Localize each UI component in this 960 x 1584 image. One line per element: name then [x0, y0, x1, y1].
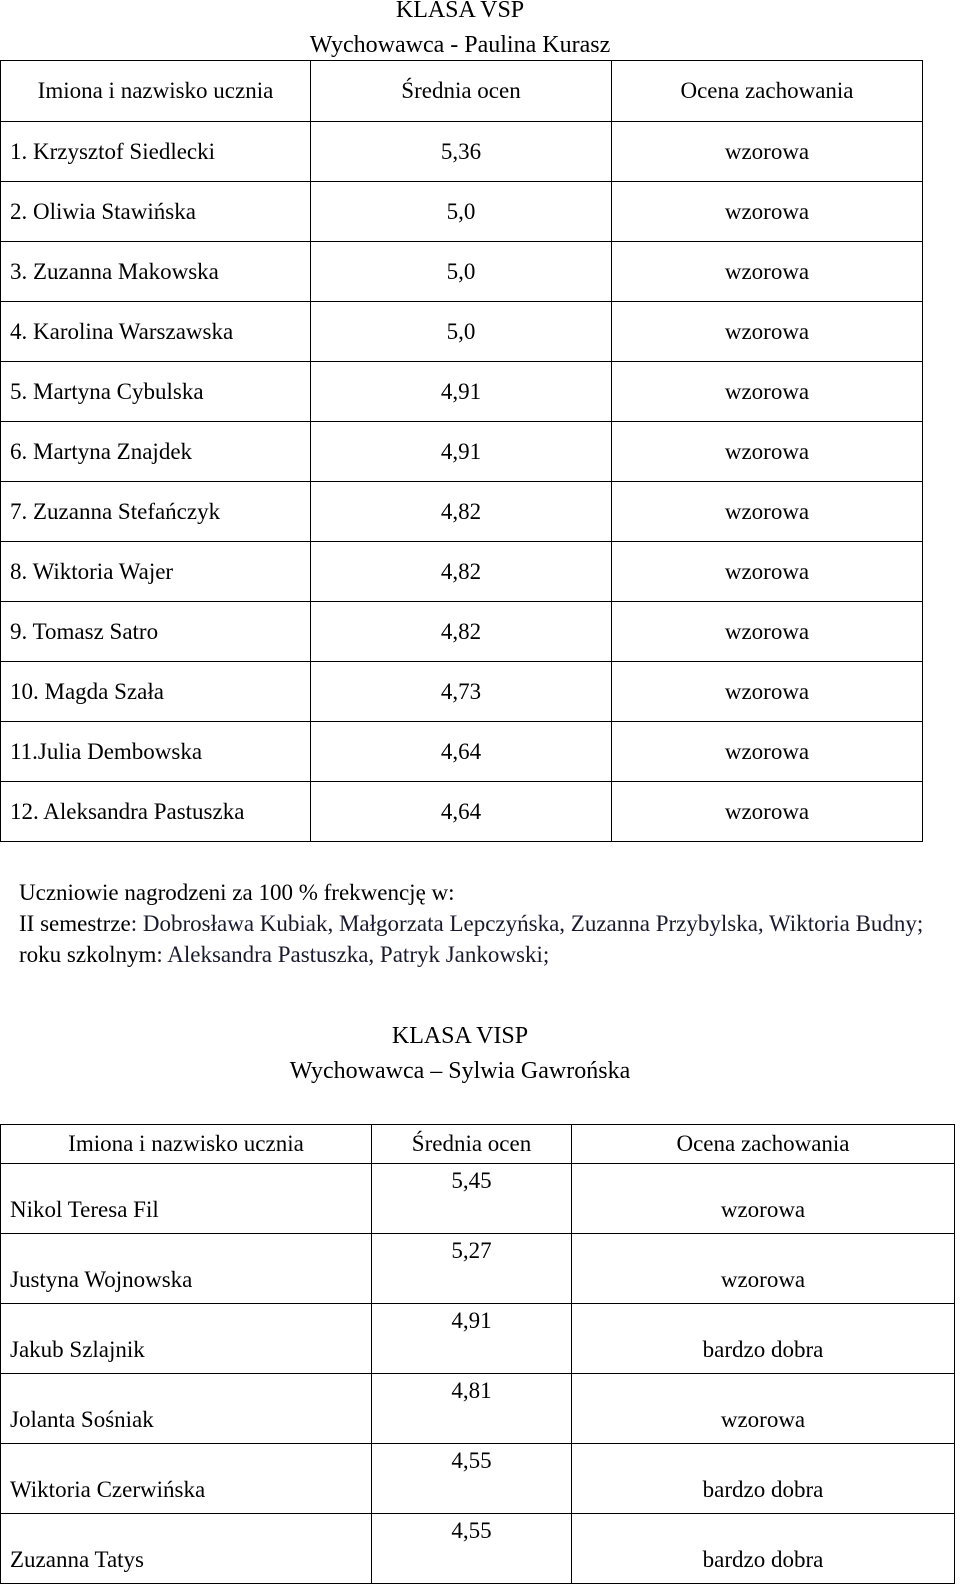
grade-average: 5,0	[311, 302, 612, 362]
year-label: roku szkolnym	[19, 942, 157, 967]
grade-average: 4,91	[311, 422, 612, 482]
header-behavior: Ocena zachowania	[572, 1125, 955, 1164]
table-row	[1, 122, 923, 182]
behavior-grade: bardzo dobra	[572, 1514, 955, 1584]
table-header-row	[1, 1125, 955, 1164]
table-row	[1, 1514, 955, 1584]
grade-average: 5,36	[311, 122, 612, 182]
behavior-grade: wzorowa	[612, 482, 923, 542]
grade-average: 4,82	[311, 602, 612, 662]
table-row	[1, 782, 923, 842]
student-name: 11.Julia Dembowska	[1, 722, 311, 782]
grade-average: 4,64	[311, 722, 612, 782]
header-name: Imiona i nazwisko ucznia	[1, 1125, 372, 1164]
behavior-grade: wzorowa	[612, 122, 923, 182]
table-row	[1, 182, 923, 242]
grade-average: 4,91	[372, 1304, 572, 1374]
class2-table	[0, 1124, 955, 1584]
semester-label: II semestrze	[19, 911, 131, 936]
grade-average: 5,0	[311, 182, 612, 242]
student-name: 12. Aleksandra Pastuszka	[1, 782, 311, 842]
class1-table	[0, 60, 923, 842]
class1-teacher: Wychowawca - Paulina Kurasz	[309, 32, 611, 58]
header-average: Średnia ocen	[311, 61, 612, 122]
behavior-grade: wzorowa	[612, 602, 923, 662]
grade-average: 5,0	[311, 242, 612, 302]
grade-average: 5,27	[372, 1234, 572, 1304]
attendance-awards	[19, 877, 959, 970]
behavior-grade: wzorowa	[612, 722, 923, 782]
grade-average: 4,64	[311, 782, 612, 842]
table-header-row	[1, 61, 923, 122]
grade-average: 4,82	[311, 482, 612, 542]
table-row	[1, 1374, 955, 1444]
awards-year	[19, 939, 959, 970]
awards-semester	[19, 908, 959, 939]
student-name: Justyna Wojnowska	[1, 1234, 372, 1304]
grade-average: 4,55	[372, 1444, 572, 1514]
class2-title: KLASA VISP	[391, 1023, 529, 1049]
student-name: 3. Zuzanna Makowska	[1, 242, 311, 302]
behavior-grade: wzorowa	[612, 242, 923, 302]
student-name: 6. Martyna Znajdek	[1, 422, 311, 482]
behavior-grade: wzorowa	[572, 1234, 955, 1304]
year-names: : Aleksandra Pastuszka, Patryk Jankowski;	[156, 942, 550, 967]
header-behavior: Ocena zachowania	[612, 61, 923, 122]
student-name: Wiktoria Czerwińska	[1, 1444, 372, 1514]
behavior-grade: wzorowa	[612, 782, 923, 842]
grade-average: 4,82	[311, 542, 612, 602]
behavior-grade: wzorowa	[612, 302, 923, 362]
behavior-grade: wzorowa	[612, 182, 923, 242]
student-name: 5. Martyna Cybulska	[1, 362, 311, 422]
semester-names: : Dobrosława Kubiak, Małgorzata Lepczyńska, Zuzanna Przybylska, Wiktoria Budny;	[130, 911, 924, 936]
behavior-grade: wzorowa	[572, 1164, 955, 1234]
grade-average: 4,91	[311, 362, 612, 422]
grade-average: 4,55	[372, 1514, 572, 1584]
behavior-grade: wzorowa	[612, 422, 923, 482]
grade-average: 4,73	[311, 662, 612, 722]
grade-average: 4,81	[372, 1374, 572, 1444]
awards-heading: Uczniowie nagrodzeni za 100 % frekwencję w:	[19, 880, 455, 905]
behavior-grade: wzorowa	[612, 662, 923, 722]
student-name: 4. Karolina Warszawska	[1, 302, 311, 362]
header-average: Średnia ocen	[372, 1125, 572, 1164]
class1-title: KLASA VSP	[395, 0, 525, 23]
student-name: 9. Tomasz Satro	[1, 602, 311, 662]
table-row	[1, 1304, 955, 1374]
behavior-grade: bardzo dobra	[572, 1304, 955, 1374]
table-row	[1, 362, 923, 422]
student-name: Zuzanna Tatys	[1, 1514, 372, 1584]
behavior-grade: wzorowa	[612, 362, 923, 422]
student-name: 8. Wiktoria Wajer	[1, 542, 311, 602]
table-row	[1, 302, 923, 362]
student-name: 1. Krzysztof Siedlecki	[1, 122, 311, 182]
table-row	[1, 602, 923, 662]
table-row	[1, 482, 923, 542]
behavior-grade: wzorowa	[572, 1374, 955, 1444]
table-row	[1, 242, 923, 302]
header-name: Imiona i nazwisko ucznia	[1, 61, 311, 122]
table-row	[1, 1164, 955, 1234]
table-row	[1, 1444, 955, 1514]
class2-teacher: Wychowawca – Sylwia Gawrońska	[289, 1058, 631, 1084]
student-name: 10. Magda Szała	[1, 662, 311, 722]
behavior-grade: bardzo dobra	[572, 1444, 955, 1514]
table-row	[1, 422, 923, 482]
student-name: Jolanta Sośniak	[1, 1374, 372, 1444]
student-name: 2. Oliwia Stawińska	[1, 182, 311, 242]
student-name: Nikol Teresa Fil	[1, 1164, 372, 1234]
table-row	[1, 542, 923, 602]
table-row	[1, 662, 923, 722]
behavior-grade: wzorowa	[612, 542, 923, 602]
table-row	[1, 1234, 955, 1304]
table-row	[1, 722, 923, 782]
grade-average: 5,45	[372, 1164, 572, 1234]
student-name: 7. Zuzanna Stefańczyk	[1, 482, 311, 542]
student-name: Jakub Szlajnik	[1, 1304, 372, 1374]
